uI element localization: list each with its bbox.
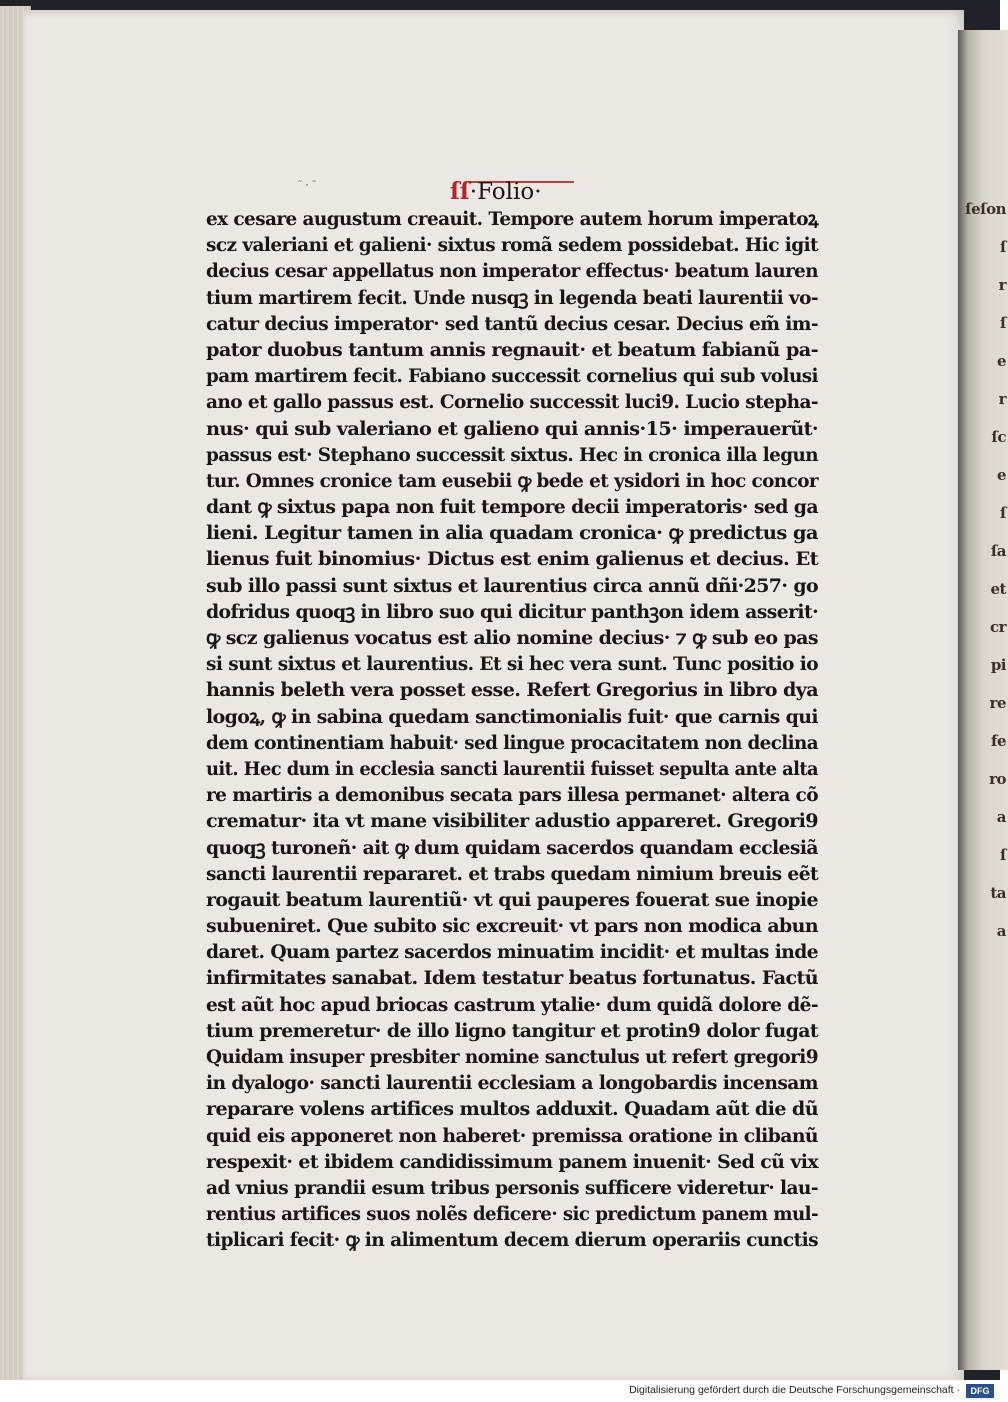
text-line [206, 1070, 819, 1096]
text-line [206, 337, 836, 363]
text-line-content: pator duobus tantum annis regnauit· et beatum fabianũ pa- [206, 338, 819, 361]
text-line-content: logoꝝ, ꝙ in sabina quedam sanctimonialis fuit· que carnis qui [206, 705, 818, 728]
text-line [206, 730, 819, 756]
facing-page-fragment: ſc [991, 428, 1006, 446]
text-line [206, 861, 819, 887]
facing-page-fragment: ro [989, 770, 1006, 788]
text-line [206, 1018, 823, 1044]
text-line-content: passus est· Stephano successit sixtus. Hec in cronica illa legun [206, 443, 819, 466]
text-line-content: hannis beleth vera posset esse. Refert Gregorius in libro dya [206, 679, 818, 702]
facing-page-fragment: re [989, 694, 1006, 712]
text-line-content: est aũt hoc apud briocas castrum ytalie· dum quidã dolore dẽ- [206, 993, 819, 1016]
text-line-content: ex cesare augustum creauit. Tempore autem horum imperatoꝝ [206, 208, 818, 230]
text-line-content: infirmitates sanabat. Idem testatur beatus fortunatus. Factũ [206, 967, 819, 990]
facing-page-fragment: a [996, 922, 1006, 940]
text-line [206, 808, 830, 834]
text-line-content: sancti laurentii repararet. et trabs quedam nimium breuis eẽt [206, 862, 819, 885]
text-line-content: si sunt sixtus et laurentius. Et si hec vera sunt. Tunc positio io [206, 653, 818, 676]
text-line-content: Quidam insuper presbiter nomine sanctulus ut refert gregori9 [206, 1046, 818, 1068]
text-line-content: respexit· et ibidem candidissimum panem inuenit· Sed cũ vix [206, 1150, 819, 1173]
text-line-content: tur. Omnes cronice tam eusebii ꝙ bede et ysidori in hoc concor [206, 469, 819, 492]
text-line [206, 887, 824, 913]
text-line [206, 1044, 818, 1070]
facing-page-fragment: ta [990, 884, 1006, 902]
text-line-content: dofridus quoqꝫ in libro suo qui dicitur panthꝫon idem asserit· [206, 600, 819, 623]
text-line [206, 232, 819, 258]
text-line [206, 494, 821, 520]
text-line-content: crematur· ita vt mane visibiliter adustio appareret. Gregori9 [206, 810, 818, 833]
text-line-content: ano et gallo passus est. Cornelio successit luci9. Lucio stepha- [206, 391, 818, 414]
header-ornament: ˜·˜ [297, 180, 319, 191]
facing-page-fragment: et [990, 580, 1006, 598]
text-line [206, 1227, 818, 1253]
text-line-content: tiplicari fecit· ꝙ in alimentum decem dierum operariis cunctis [206, 1229, 818, 1252]
facing-page-fragment: ſ [1000, 238, 1006, 256]
text-line [206, 651, 818, 677]
facing-page-fragment: e [996, 466, 1006, 484]
text-line [206, 285, 819, 311]
facing-page-fragment: a [996, 808, 1006, 826]
text-line [206, 1096, 830, 1122]
text-line-content: quid eis apponeret non haberet· premissa oratione in clibanũ [206, 1124, 819, 1147]
facing-page-fragment: e [996, 352, 1006, 370]
text-line [206, 677, 829, 703]
text-line [206, 389, 818, 415]
text-block [206, 206, 826, 1254]
text-line-content: scz valeriani et galieni· sixtus romã sedem possidebat. Hic igit [206, 234, 819, 257]
text-line [206, 992, 819, 1018]
facing-page-fragment: ſeſon [965, 200, 1006, 218]
text-line [206, 782, 819, 808]
text-line-content: quoqꝫ turoneñ· ait ꝙ dum quidam sacerdos quandam ecclesiã [206, 836, 818, 859]
footer-credit: Digitalisierung gefördert durch die Deutsche Forschungsgemeinschaft · [629, 1384, 960, 1396]
header-rubric-mark: ſſ [450, 178, 470, 205]
header-title: ·Folio· [469, 179, 542, 205]
text-line [206, 965, 829, 991]
text-line [206, 363, 818, 389]
facing-page-fragment: cr [989, 618, 1006, 636]
text-line [206, 468, 819, 494]
text-line [206, 520, 843, 546]
text-line [206, 704, 822, 730]
text-line [206, 1201, 818, 1227]
footer-bar [0, 1380, 1000, 1402]
text-line [206, 625, 827, 651]
text-line [206, 546, 844, 572]
text-line-content: reparare volens artifices multos adduxit. Quadam aũt die dũ [206, 1098, 819, 1121]
facing-page-fragment: ſa [990, 542, 1006, 560]
facing-page-fragment: ſ [1000, 504, 1006, 522]
text-line-content: lienus fuit binomius· Dictus est enim galienus et decius. Et [206, 548, 819, 571]
text-line [206, 835, 818, 861]
facing-page-edge [958, 30, 1008, 1370]
text-line-content: lieni. Legitur tamen in alia quadam cronica· ꝙ predictus ga [206, 522, 818, 545]
text-line-content: ad vnius prandii esum tribus personis sufficere videretur· lau- [206, 1176, 818, 1199]
text-line-content: dant ꝙ sixtus papa non fuit tempore decii imperatoris· sed ga [206, 496, 818, 519]
page-header [450, 178, 542, 205]
text-line-content: daret. Quam partez sacerdos minuatim incidit· et multas inde [206, 941, 818, 964]
text-line [206, 913, 824, 939]
text-line-content: ꝙ scz galienus vocatus est alio nomine decius· ⁊ ꝙ sub eo pas [206, 627, 819, 649]
text-line-content: uit. Hec dum in ecclesia sancti laurentii fuisset sepulta ante alta [206, 757, 819, 780]
text-line [206, 756, 819, 782]
text-line-content: re martiris a demonibus secata pars illesa permanet· altera cõ [206, 784, 819, 807]
dfg-logo-icon: DFG [966, 1384, 994, 1398]
text-line-content: tium premeretur· de illo ligno tangitur et protin9 dolor fugat [206, 1019, 819, 1042]
text-line [206, 939, 818, 965]
text-line-content: catur decius imperator· sed tantũ decius cesar. Decius em̃ im- [206, 312, 818, 335]
facing-page-fragment: ſ [1000, 846, 1006, 864]
text-line-content: dem continentiam habuit· sed lingue procacitatem non declina [206, 731, 819, 754]
text-line-content: decius cesar appellatus non imperator effectus· beatum lauren [206, 260, 819, 283]
text-line [206, 416, 834, 442]
text-line-content: in dyalogo· sancti laurentii ecclesiam a longobardis incensam [206, 1072, 819, 1095]
facing-page-fragment: r [998, 276, 1006, 294]
facing-page-fragment: fe [991, 732, 1006, 750]
text-line-content: pam martirem fecit. Fabiano successit cornelius qui sub volusi [206, 365, 818, 388]
text-line [206, 599, 820, 625]
text-line [206, 258, 819, 284]
text-line-content: tium martirem fecit. Unde nusqꝫ in legenda beati laurentii vo- [206, 286, 819, 309]
text-line [206, 442, 819, 468]
text-line [206, 1149, 824, 1175]
facing-page-fragment: pi [990, 656, 1006, 674]
text-line [206, 1123, 820, 1149]
facing-page-fragment: r [998, 390, 1006, 408]
text-line-content: nus· qui sub valeriano et galieno qui annis·15· imperauerũt· [206, 417, 819, 440]
text-line [206, 573, 823, 599]
facing-page-fragment: ſ [1000, 314, 1006, 332]
text-line [206, 206, 818, 232]
text-line [206, 311, 818, 337]
text-line-content: sub illo passi sunt sixtus et laurentius circa annũ dñi·257· go [206, 574, 819, 597]
text-line-content: subueniret. Que subito sic excreuit· vt pars non modica abun [206, 915, 819, 938]
text-line-content: rogauit beatum laurentiũ· vt qui pauperes fouerat sue inopie [206, 888, 818, 911]
text-line-content: rentius artifices suos nolẽs deficere· sic predictum panem mul- [206, 1203, 818, 1226]
text-line [206, 1175, 818, 1201]
